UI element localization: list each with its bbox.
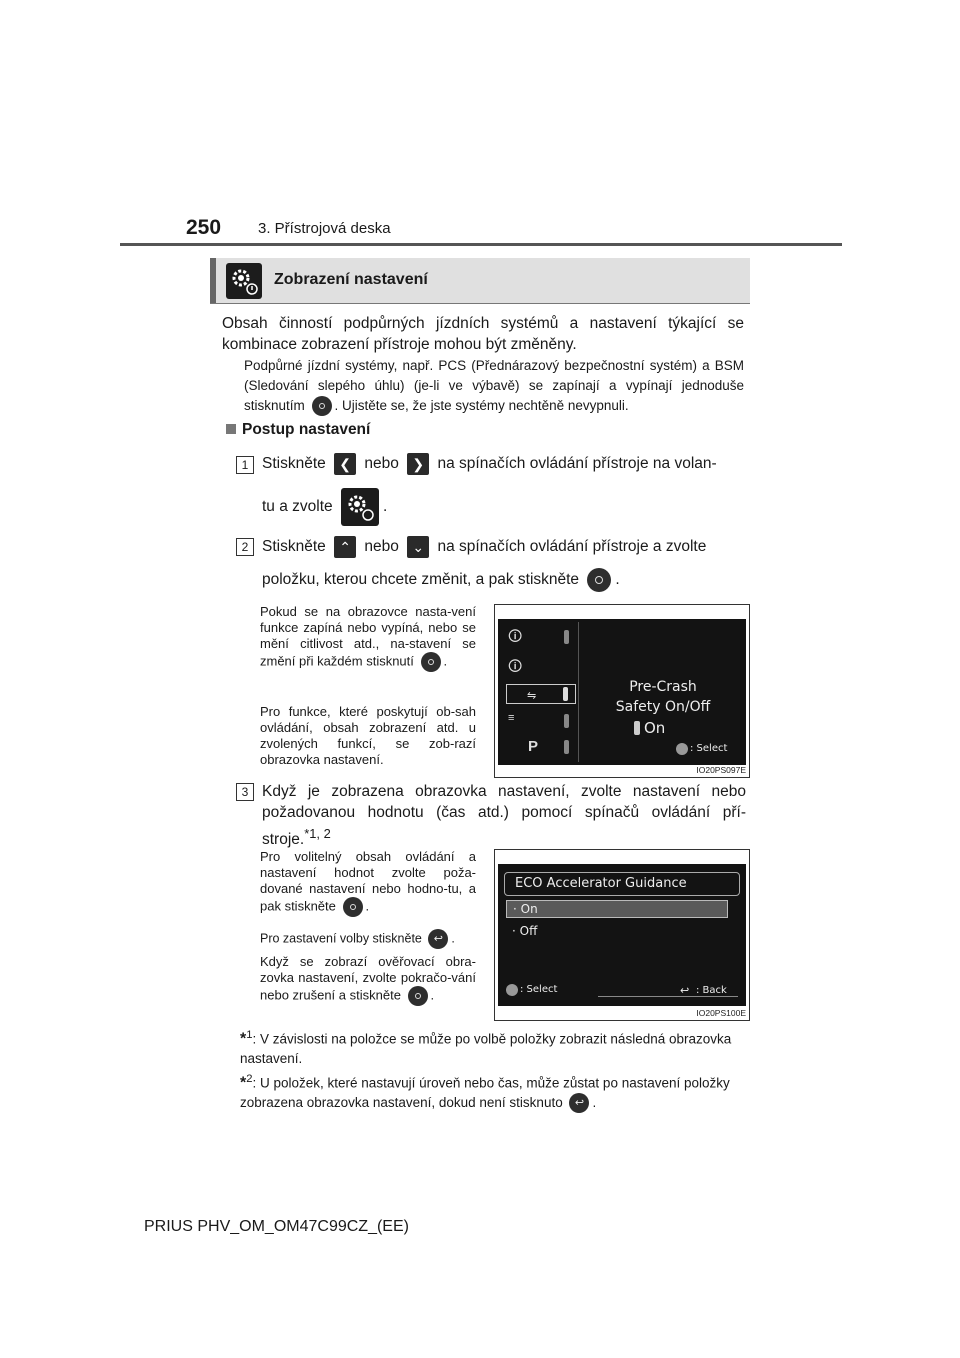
screen-title: ECO Accelerator Guidance xyxy=(504,872,740,896)
section-underline xyxy=(210,303,750,304)
toggle-indicator xyxy=(634,721,640,735)
intro-note-text-a: Podpůrné jízdní systémy, např. PCS (Přednárazový bezpečnostní systém) a BSM (Sledování slepého úhlu) (je-li ve výbavě) se zapínají a vypínají jednoduše stisknutím xyxy=(244,358,744,413)
footnote-2-mark: * xyxy=(240,1074,247,1092)
step-2-text-a: Stiskněte xyxy=(262,538,326,556)
back-button-icon: ↩ xyxy=(428,929,448,949)
footnote-2 xyxy=(240,1070,746,1113)
down-arrow-key-icon: ⌄ xyxy=(407,536,429,558)
page-number: 250 xyxy=(186,216,222,239)
ok-button-icon xyxy=(587,568,611,592)
toggle-indicator xyxy=(564,630,569,644)
divider xyxy=(598,996,738,997)
intro-paragraph: Obsah činností podpůrných jízdních systémů a nastavení týkající se kombinace zobrazení přístroje mohou být změněny. xyxy=(222,315,744,353)
footnote-2-text-a: : U položek, které nastavují úroveň nebo čas, může zůstat po nastavení položky zobrazena obrazovka nastavení, dokud není stisknuto xyxy=(240,1075,730,1110)
step-3-side-2-text-b: . xyxy=(451,931,455,946)
step-3-text xyxy=(262,781,746,850)
footnote-2-text-b: . xyxy=(592,1094,597,1110)
step-2-side-text-a: Pokud se na obrazovce nasta-vení funkce zapíná nebo vypíná, nebo se mění citlivost atd., na-stavení se změní při každém stisknutí xyxy=(260,604,476,669)
select-label: : Select xyxy=(690,743,728,754)
ok-button-icon xyxy=(421,652,441,672)
settings-gear-icon xyxy=(226,263,262,299)
footnote-1-sup: 1 xyxy=(246,1029,253,1041)
footnote-1 xyxy=(240,1026,746,1068)
ok-button-icon xyxy=(343,897,363,917)
step-2-text-c: na spínačích ovládání přístroje a zvolte xyxy=(437,538,707,556)
step-2-text-d: položku, kterou chcete změnit, a pak stiskněte xyxy=(262,571,580,589)
back-arrow-icon: ↩ xyxy=(680,984,690,997)
ok-button-icon xyxy=(408,986,428,1006)
step-1-line-1 xyxy=(262,453,746,475)
footnote-2-sup: 2 xyxy=(246,1073,253,1085)
step-3-side-note-3 xyxy=(260,954,476,1006)
option-off xyxy=(506,924,537,938)
intro-note xyxy=(244,356,744,416)
step-3-side-note-1 xyxy=(260,849,476,917)
up-arrow-key-icon: ⌃ xyxy=(334,536,356,558)
chapter-title: 3. Přístrojová deska xyxy=(258,220,391,237)
step-2-line-1 xyxy=(262,536,746,558)
step-1-text-d: tu a zvolte xyxy=(262,498,333,516)
toggle-indicator xyxy=(564,740,569,754)
back-button-icon: ↩ xyxy=(569,1093,589,1113)
step-3-text-body: Když je zobrazena obrazovka nastavení, zvolte nastavení nebo požadovanou hodnotu (čas atd.) pomocí spínačů ovládání pří-stroje. xyxy=(262,783,746,849)
step-3-side-note-2 xyxy=(260,929,476,949)
menu-item-lane xyxy=(508,656,574,678)
toggle-indicator xyxy=(563,687,568,701)
display-screen xyxy=(498,619,746,765)
square-bullet-icon xyxy=(226,424,236,434)
step-1-line-2 xyxy=(262,488,746,526)
bullet: · xyxy=(512,924,516,938)
setting-title-line-2: Safety On/Off xyxy=(615,699,711,715)
header-rule xyxy=(120,243,842,246)
step-3-footnote-ref: *1, 2 xyxy=(304,826,331,841)
figure-code: IO20PS097E xyxy=(696,765,746,775)
option-on-selected xyxy=(506,900,728,918)
ok-button-icon xyxy=(312,396,332,416)
menu-list xyxy=(504,622,579,762)
procedure-heading xyxy=(226,421,370,439)
select-button-icon xyxy=(506,984,518,996)
step-1-text-a: Stiskněte xyxy=(262,455,326,473)
display-screen xyxy=(498,864,746,1006)
setting-state: On xyxy=(644,719,666,737)
step-3-side-2-text-a: Pro zastavení volby stiskněte xyxy=(260,931,422,946)
menu-item-selected xyxy=(506,684,576,704)
option-on-label: On xyxy=(520,902,538,916)
step-2-side-text-b: . xyxy=(443,653,448,669)
step-2-line-2 xyxy=(262,568,746,592)
step-1-text-b: nebo xyxy=(364,455,399,473)
step-2-text-e: . xyxy=(615,571,620,589)
footnote-1-mark: * xyxy=(240,1030,247,1048)
figure-eco-guidance-screen xyxy=(494,849,750,1021)
step-3-side-3-text-b: . xyxy=(430,987,435,1003)
parking-assist-icon: P xyxy=(528,738,539,755)
setting-title-line-1: Pre-Crash xyxy=(629,679,697,695)
step-number-3: 3 xyxy=(236,783,254,801)
figure-pre-crash-screen xyxy=(494,604,750,778)
section-title: Zobrazení nastavení xyxy=(274,271,428,288)
step-1-text-e: . xyxy=(382,498,388,516)
bullet: · xyxy=(513,902,517,916)
pcs-icon: 🛈 xyxy=(508,628,523,644)
section-header xyxy=(210,258,750,304)
setting-title xyxy=(588,677,738,717)
toggle-indicator xyxy=(564,714,569,728)
back-label: : Back xyxy=(696,985,727,996)
settings-gear-icon xyxy=(341,488,379,526)
intro-note-text-b: . Ujistěte se, že jste systémy nechtěně nevypnuli. xyxy=(334,398,629,413)
step-2-text-b: nebo xyxy=(364,538,399,556)
select-label: : Select xyxy=(520,984,558,995)
right-arrow-key-icon: ❯ xyxy=(407,453,429,475)
select-button-icon xyxy=(676,743,688,755)
document-footer: PRIUS PHV_OM_OM47C99CZ_(EE) xyxy=(144,1218,409,1235)
lane-assist-icon: 🛈 xyxy=(508,658,523,674)
step-1-text-c: na spínačích ovládání přístroje na volan- xyxy=(437,455,717,473)
step-2-side-note-1 xyxy=(260,604,476,672)
figure-code: IO20PS100E xyxy=(696,1008,746,1018)
procedure-heading-text: Postup nastavení xyxy=(242,421,371,438)
radar-cruise-icon: ≡ xyxy=(508,712,515,724)
step-3-side-1-text-b: . xyxy=(365,898,370,914)
step-2-side-note-2: Pro funkce, které poskytují ob-sah ovládání, obsah zobrazení atd. u zvolených funkcí, se zob-razí obrazovka nastavení. xyxy=(260,704,476,767)
step-number-1: 1 xyxy=(236,456,254,474)
step-number-2: 2 xyxy=(236,538,254,556)
left-arrow-key-icon: ❮ xyxy=(334,453,356,475)
step-3-side-1-text-a: Pro volitelný obsah ovládání a nastavení hodnot zvolte poža-dované nastavení nebo hodno-tu, a pak stiskněte xyxy=(260,849,476,914)
footnote-1-text: : V závislosti na položce se může po volbě položky zobrazit následná obrazovka nastavení. xyxy=(240,1031,732,1066)
step-3-side-3-text-a: Když se zobrazí ověřovací obra-zovka nastavení, zvolte pokračo-vání nebo zrušení a stiskněte xyxy=(260,954,476,1003)
option-off-label: Off xyxy=(519,924,538,938)
pre-crash-icon: ⇋ xyxy=(527,690,537,702)
